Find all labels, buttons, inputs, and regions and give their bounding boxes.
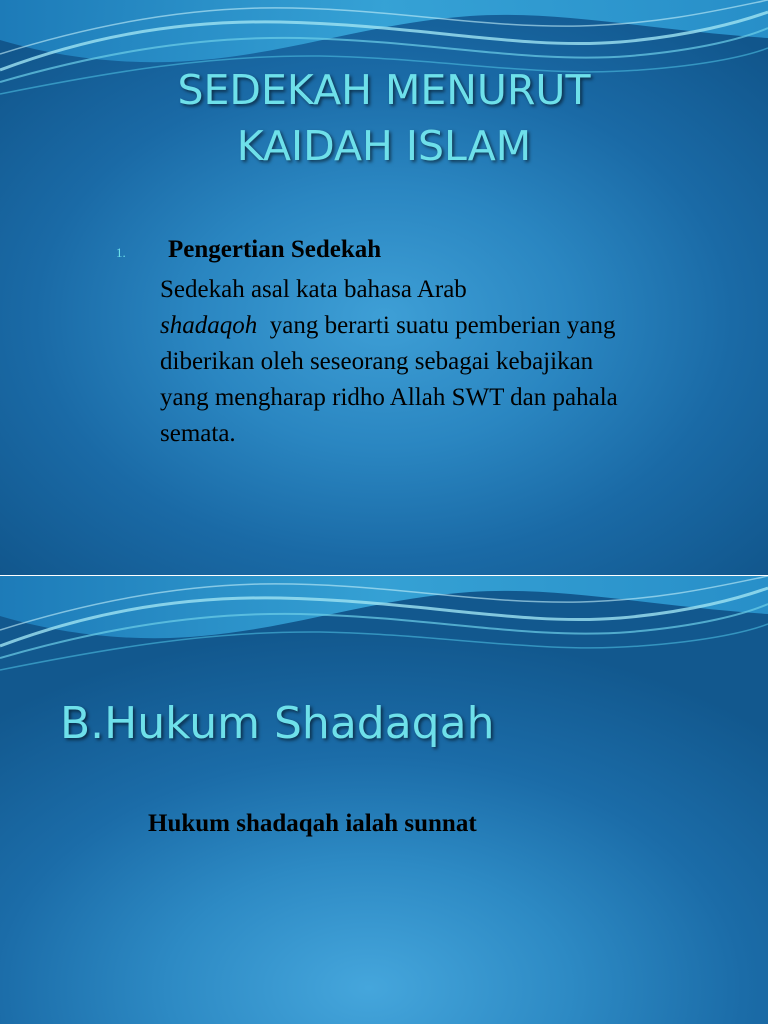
list-item <box>108 236 628 264</box>
arabic-term: shadaqoh <box>160 312 258 339</box>
slide-title: B.Hukum Shadaqah <box>60 698 495 749</box>
numbered-list <box>108 236 628 452</box>
slide-2 <box>0 576 768 1024</box>
body-text: Hukum shadaqah ialah sunnat <box>148 810 477 837</box>
list-number: 1. <box>116 245 126 260</box>
slide-title <box>0 62 768 174</box>
paragraph-start: Sedekah asal kata bahasa Arab <box>160 276 467 303</box>
title-line-1: SEDEKAH MENURUT <box>177 66 591 114</box>
wave-decoration <box>0 576 768 686</box>
title-line-2: KAIDAH ISLAM <box>236 122 532 170</box>
definition-paragraph <box>160 272 624 452</box>
paragraph-rest: yang berarti suatu pemberian yang diberikan oleh seseorang sebagai kebajikan yang mengharap ridho Allah SWT dan pahala semata. <box>160 312 624 447</box>
section-heading: Pengertian Sedekah <box>168 236 382 263</box>
